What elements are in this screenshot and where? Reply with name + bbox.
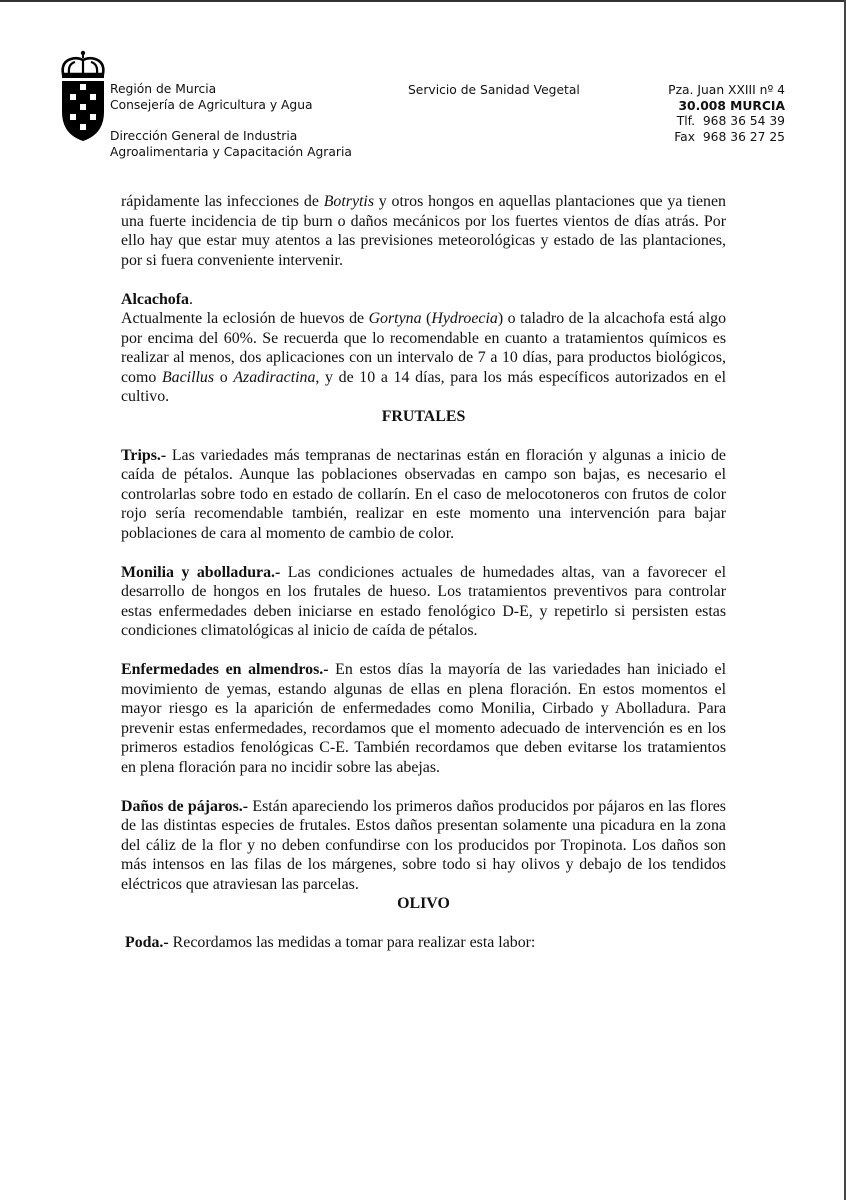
poda-title: Poda.- <box>125 934 169 951</box>
header-directorate <box>110 128 352 160</box>
species-gortyna: Gortyna <box>368 310 422 327</box>
heading-olivo: OLIVO <box>397 895 450 912</box>
phone-number: 968 36 54 39 <box>702 114 785 129</box>
heading-frutales: FRUTALES <box>381 407 466 425</box>
almendros-title: Enfermedades en almendros.- <box>121 661 329 678</box>
page-border-top <box>0 0 846 2</box>
poda-paragraph: Poda.- Recordamos las medidas a tomar para realizar esta labor: <box>125 934 536 951</box>
almendros-paragraph: Enfermedades en almendros.- En estos días la mayoría de las variedades han iniciado el movimiento de yemas, estando algunas de ellas en plena floración. En estos momentos el mayor riesgo es la aparición de enfermedades como Monilia, Cirbado y Abolladura. Para prevenir estas enfermedades, recordamos que el momento adecuado de intervención es en los primeros estadios fenológicas C-E. También recordamos que deben evitarse los tratamientos en plena floración para no incidir sobre las abejas. <box>121 661 726 776</box>
monilia-paragraph: Monilia y abolladura.- Las condiciones actuales de humedades altas, van a favorecer el desarrollo de hongos en los frutales de hueso. Los tratamientos preventivos para controlar estas enfermedades deben iniciarse en estado fenológico D-E, y repetirlo si persisten estas condiciones climatológicas al inicio de caída de pétalos. <box>121 563 726 639</box>
address-city: 30.008 MURCIA <box>678 98 785 113</box>
species-hydroecia: Hydroecia <box>431 310 498 327</box>
address-street: Pza. Juan XXIII nº 4 <box>668 83 785 97</box>
header-address <box>668 83 785 145</box>
directorate-line-2: Agroalimentaria y Capacitación Agraria <box>110 145 352 159</box>
alcachofa-paragraph: Actualmente la eclosión de huevos de Gortyna (Hydroecia) o taladro de la alcachofa está algo por encima del 60%. Se recuerda que lo recomendable en cuanto a tratamientos químicos es realizar al menos, dos aplicaciones con un intervalo de 7 a 10 días, para productos biológicos, como Bacillus o Azadiractina, y de 10 a 14 días, para los más específicos autorizados en el cultivo. <box>121 310 727 405</box>
header-organization <box>110 81 313 113</box>
trips-title: Trips.- <box>121 446 167 464</box>
fax-number: 968 36 27 25 <box>702 129 785 144</box>
fax-label: Fax <box>674 129 695 144</box>
department-name: Consejería de Agricultura y Agua <box>110 98 313 112</box>
trips-paragraph: Trips.- Las variedades más tempranas de nectarinas están en floración y algunas a inicio de caída de pétalos. Aunque las poblaciones observadas en campo son bajas, es necesario el controlarlas sobre todo en estado de collarín. En el caso de melocotoneros con frutos de color rojo sería recomendable también, realizar en este momento una intervención para bajar poblaciones de cara al momento de cambio de color. <box>121 446 726 542</box>
phone-line <box>668 114 785 130</box>
region-name: Región de Murcia <box>110 82 217 96</box>
service-name: Servicio de Sanidad Vegetal <box>408 83 580 97</box>
monilia-title: Monilia y abolladura.- <box>121 563 281 581</box>
fax-line <box>668 130 785 146</box>
document-body <box>121 192 726 953</box>
species-botrytis: Botrytis <box>323 193 375 210</box>
intro-paragraph: rápidamente las infecciones de Botrytis y otros hongos en aquellas plantaciones que ya tienen una fuerte incidencia de tip burn o daños mecánicos por los fuertes vientos de días atrás. Por ello hay que estar muy atentos a las previsiones meteorológicas y estado de las plantaciones, por si fuera conveniente intervenir. <box>121 193 726 269</box>
pajaros-paragraph: Daños de pájaros.- Están apareciendo los primeros daños producidos por pájaros en las flores de las distintas especies de frutales. Estos daños presentan solamente una picadura en la zona del cáliz de la flor y no deben confundirse con los producidos por Tropinota. Los daños son más intensos en las filas de los márgenes, sobre todo si hay olivos y debajo de los tendidos eléctricos que atraviesan las parcelas. <box>121 797 726 893</box>
alcachofa-title-line: Alcachofa. <box>121 290 193 308</box>
section-title-alcachofa: Alcachofa <box>121 290 189 308</box>
directorate-line-1: Dirección General de Industria <box>110 129 298 143</box>
phone-label: Tlf. <box>676 114 695 129</box>
pajaros-title: Daños de pájaros.- <box>121 797 249 815</box>
product-bacillus: Bacillus <box>161 368 215 386</box>
region-murcia-crest-logo <box>58 50 108 142</box>
product-azadiractina: Azadiractina <box>233 368 316 386</box>
